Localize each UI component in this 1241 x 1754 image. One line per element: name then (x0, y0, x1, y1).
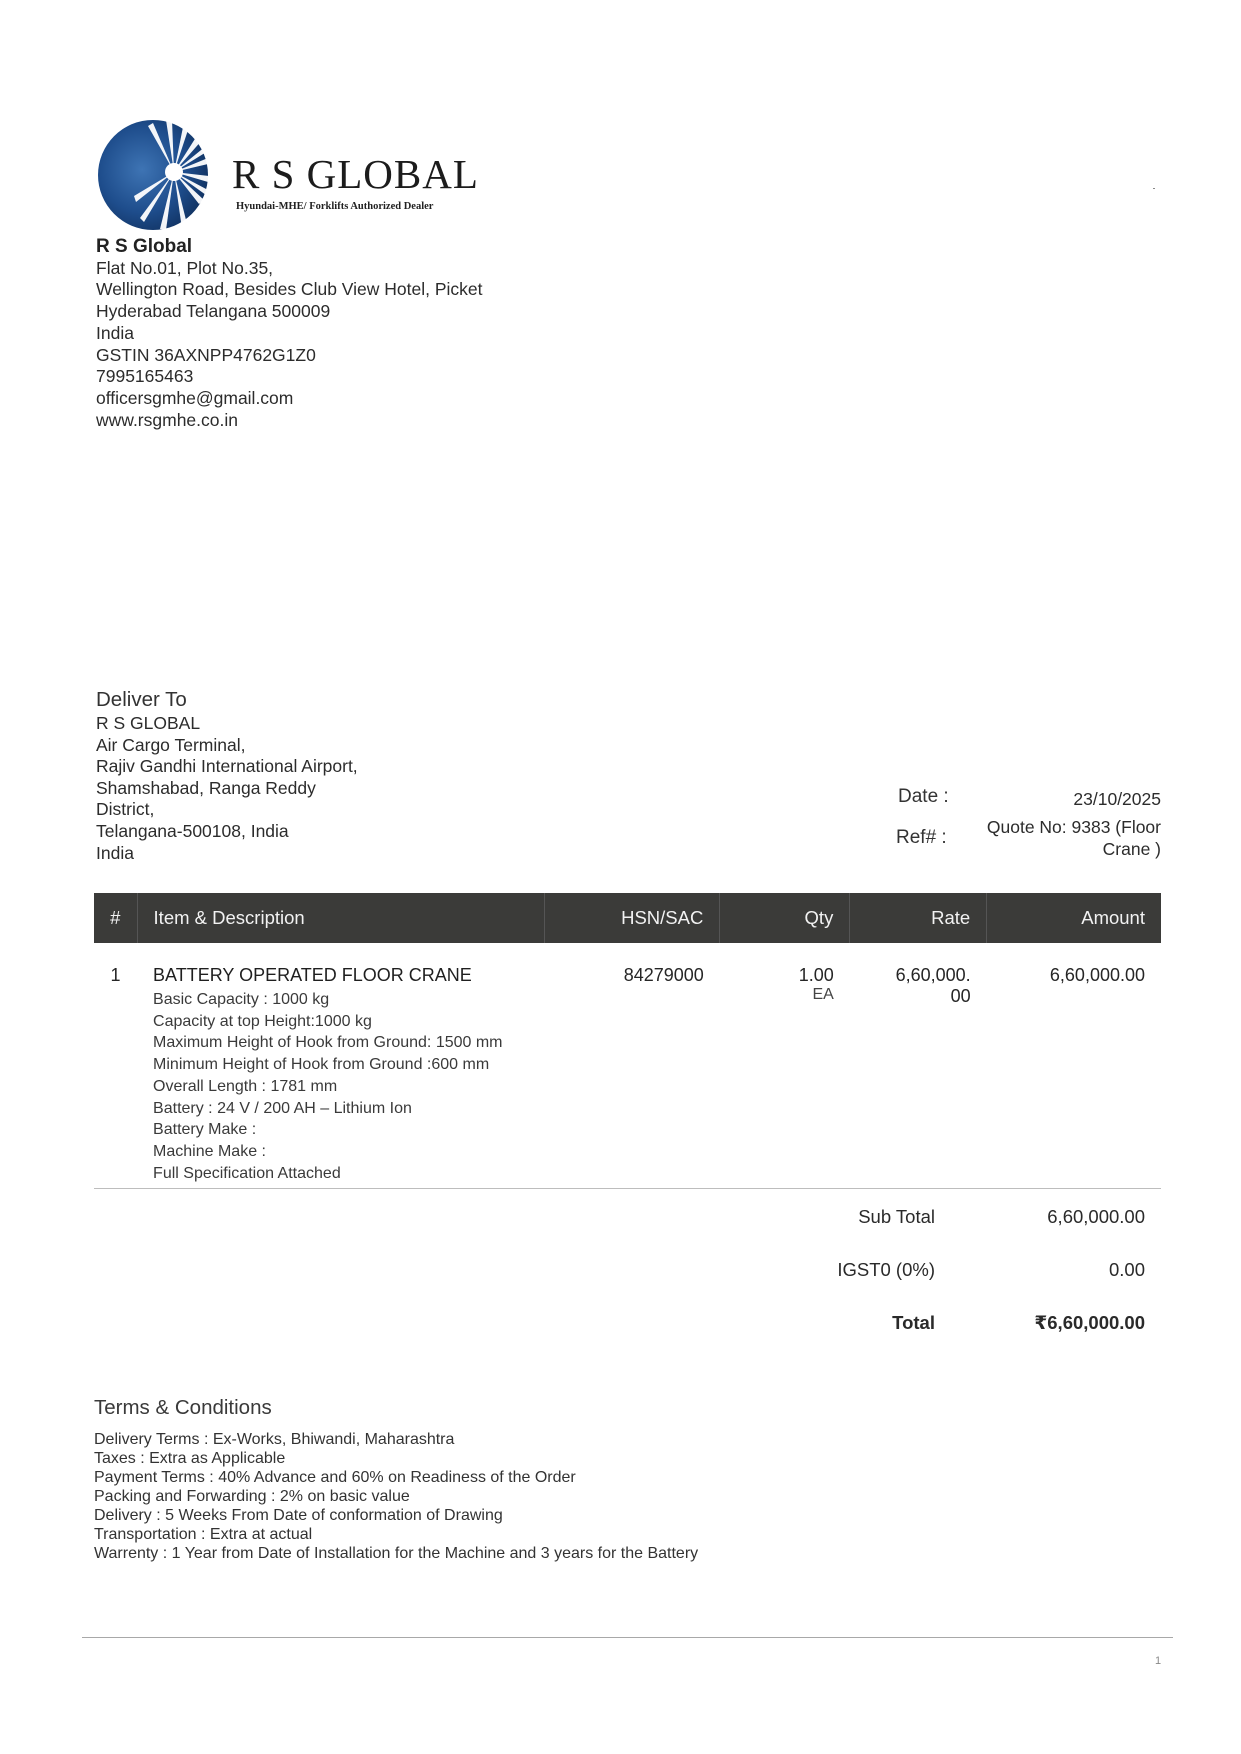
header-qty: Qty (720, 893, 850, 943)
ref-value-line: Crane ) (1102, 839, 1161, 859)
ref-value-line: Quote No: 9383 (Floor (986, 817, 1161, 837)
page-number: 1 (1155, 1655, 1162, 1667)
deliver-to-line: Air Cargo Terminal, (96, 734, 246, 755)
items-table-header-row (94, 893, 1161, 943)
deliver-to-line: Shamshabad, Ranga Reddy (96, 777, 316, 798)
tax-label: IGST0 (0%) (837, 1259, 935, 1280)
row-amount: 6,60,000.00 (1049, 965, 1145, 985)
seller-phone: 7995165463 (96, 366, 194, 387)
header-amount: Amount (987, 893, 1161, 943)
item-spec-line: Overall Length : 1781 mm (153, 1077, 338, 1095)
subtotal-value: 6,60,000.00 (1047, 1206, 1145, 1227)
deliver-to-line: Telangana-500108, India (96, 820, 289, 841)
seller-name: R S Global (96, 236, 193, 257)
tax-value: 0.00 (1108, 1259, 1145, 1280)
header-rate: Rate (850, 893, 987, 943)
terms-and-conditions (94, 1396, 698, 1563)
ref-value (960, 816, 1161, 860)
company-logo-emblem (96, 118, 210, 232)
items-table (94, 893, 1161, 1185)
terms-heading: Terms & Conditions (94, 1396, 272, 1419)
seller-country: India (96, 322, 134, 343)
terms-line: Transportation : Extra at actual (94, 1526, 313, 1543)
item-spec-line: Basic Capacity : 1000 kg (153, 991, 330, 1008)
total-label: Total (892, 1312, 935, 1333)
terms-line: Taxes : Extra as Applicable (94, 1450, 286, 1467)
terms-line: Payment Terms : 40% Advance and 60% on Readiness of the Order (94, 1469, 576, 1486)
item-spec-line: Machine Make : (153, 1142, 266, 1160)
company-logo-tagline: Hyundai-MHE/ Forklifts Authorized Dealer (236, 201, 434, 212)
item-title: BATTERY OPERATED FLOOR CRANE (153, 965, 472, 985)
date-label: Date : (898, 786, 949, 807)
deliver-to-block (96, 688, 358, 864)
qty-value: 1.00 (798, 965, 834, 985)
deliver-to-line: District, (96, 799, 155, 820)
seller-address-block (96, 236, 483, 431)
item-spec-line: Maximum Height of Hook from Ground: 1500 mm (153, 1034, 503, 1052)
row-item (137, 943, 544, 1185)
item-spec-line: Minimum Height of Hook from Ground :600 mm (153, 1056, 490, 1074)
seller-address-line: Wellington Road, Besides Club View Hotel, Picket (96, 279, 483, 300)
row-qty (720, 943, 850, 1185)
header-number: # (94, 893, 137, 943)
footer-divider (82, 1637, 1173, 1638)
subtotal-label: Sub Total (858, 1206, 935, 1227)
seller-gstin: GSTIN 36AXNPP4762G1Z0 (96, 344, 316, 365)
seller-website: www.rsgmhe.co.in (96, 409, 238, 430)
corner-mark (1153, 188, 1155, 189)
terms-line: Warrenty : 1 Year from Date of Installation for the Machine and 3 years for the Battery (94, 1545, 699, 1562)
row-number: 1 (110, 965, 121, 985)
row-rate (850, 943, 987, 1185)
item-spec-line: Battery : 24 V / 200 AH – Lithium Ion (153, 1099, 412, 1117)
company-logo-name: R S GLOBAL (232, 151, 479, 197)
item-spec-line: Full Specification Attached (153, 1164, 341, 1182)
item-spec-line: Capacity at top Height:1000 kg (153, 1012, 372, 1030)
item-spec-line: Battery Make : (153, 1121, 257, 1139)
terms-line: Delivery Terms : Ex-Works, Bhiwandi, Maharashtra (94, 1431, 455, 1448)
rate-value-line: 6,60,000. (895, 965, 971, 985)
terms-line: Delivery : 5 Weeks From Date of conformation of Drawing (94, 1507, 503, 1524)
seller-email: officersgmhe@gmail.com (96, 387, 294, 408)
terms-line: Packing and Forwarding : 2% on basic value (94, 1488, 410, 1505)
deliver-to-line: Rajiv Gandhi International Airport, (96, 756, 358, 777)
deliver-to-heading: Deliver To (96, 688, 187, 711)
table-divider (94, 1188, 1161, 1189)
deliver-to-line: India (96, 842, 134, 863)
table-row (94, 943, 1161, 1185)
row-hsn: 84279000 (623, 965, 704, 985)
rate-value-line: 00 (950, 986, 971, 1006)
seller-address-line: Hyderabad Telangana 500009 (96, 301, 331, 322)
header-item-description: Item & Description (137, 893, 544, 943)
header-hsn-sac: HSN/SAC (544, 893, 719, 943)
deliver-to-line: R S GLOBAL (96, 713, 201, 733)
total-value: ₹6,60,000.00 (1034, 1312, 1145, 1333)
date-value: 23/10/2025 (1073, 789, 1161, 809)
ref-label: Ref# : (896, 827, 947, 848)
seller-address-line: Flat No.01, Plot No.35, (96, 257, 274, 278)
item-description (153, 989, 543, 1184)
qty-unit: EA (812, 986, 834, 1003)
